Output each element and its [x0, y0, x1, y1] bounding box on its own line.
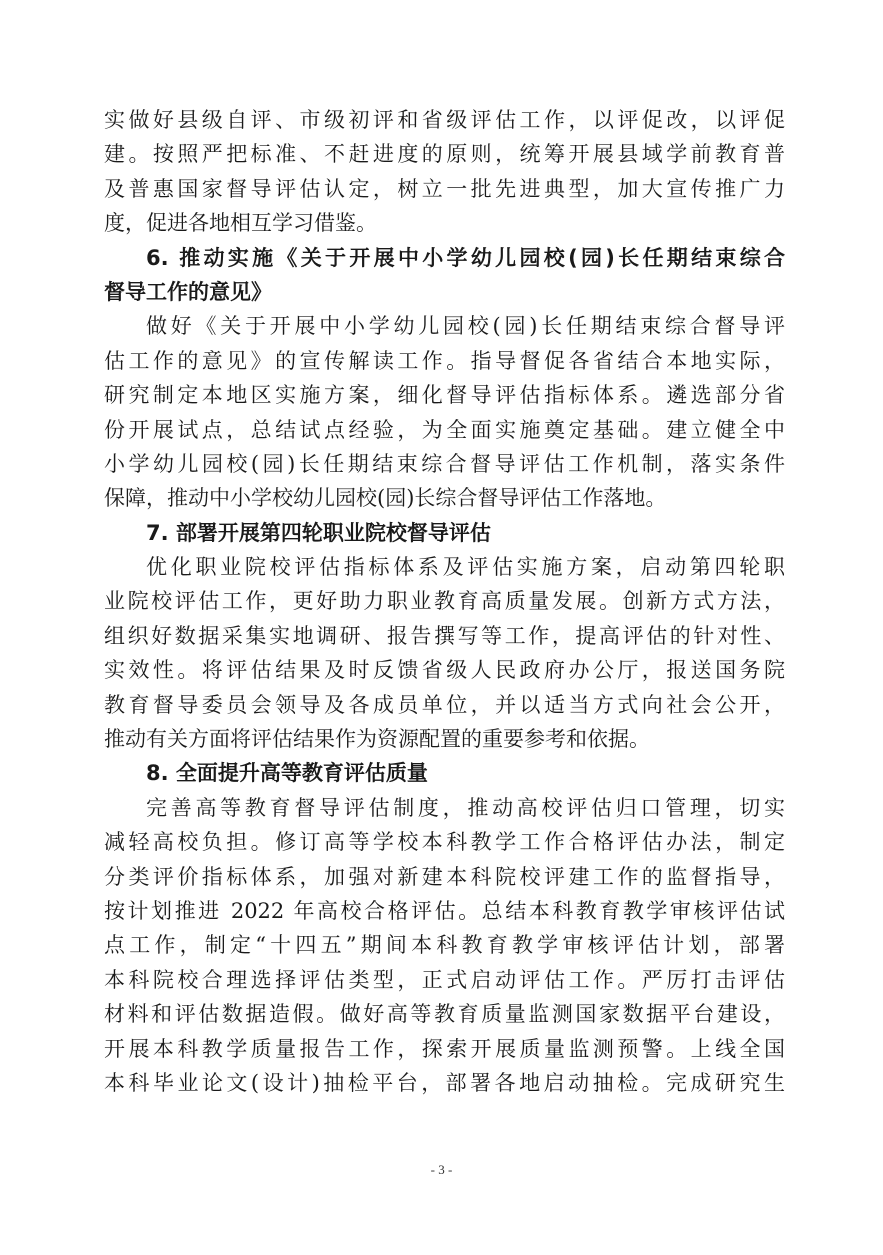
paragraph-line: 点工作，制定“十四五”期间本科教育教学审核评估计划，部署 — [104, 933, 785, 958]
section-heading: 8. 全面提升高等教育评估质量 — [146, 761, 428, 786]
paragraph-intro — [104, 103, 785, 241]
section-heading: 7. 部署开展第四轮职业院校督导评估 — [146, 520, 491, 545]
paragraph-line: 份开展试点，总结试点经验，为全面实施奠定基础。建立健全中 — [104, 417, 785, 442]
paragraph-line: 研究制定本地区实施方案，细化督导评估指标体系。遴选部分省 — [104, 383, 785, 408]
paragraph-line: 实做好县级自评、市级初评和省级评估工作，以评促改，以评促 — [104, 108, 785, 132]
section-7 — [104, 516, 785, 757]
section-heading: 6. 推动实施《关于开展中小学幼儿园校(园)长任期结束综合 — [146, 245, 785, 270]
paragraph-line: 推动有关方面将评估结果作为资源配置的重要参考和依据。 — [104, 727, 650, 752]
paragraph-line: 实效性。将评估结果及时反馈省级人民政府办公厅，报送国务院 — [104, 658, 785, 683]
document-page — [104, 103, 785, 1100]
section-heading: 督导工作的意见》 — [104, 279, 272, 304]
paragraph-line: 本科毕业论文(设计)抽检平台，部署各地启动抽检。完成研究生 — [104, 1070, 785, 1095]
paragraph-line: 优化职业院校评估指标体系及评估实施方案，启动第四轮职 — [146, 555, 785, 580]
paragraph-line: 估工作的意见》的宣传解读工作。指导督促各省结合本地实际， — [104, 348, 785, 373]
paragraph-line: 保障，推动中小学校幼儿园校(园)长综合督导评估工作落地。 — [104, 486, 667, 511]
paragraph-line: 组织好数据采集实地调研、报告撰写等工作，提高评估的针对性、 — [104, 623, 785, 648]
paragraph-line: 业院校评估工作，更好助力职业教育高质量发展。创新方式方法， — [104, 589, 785, 614]
paragraph-line: 度，促进各地相互学习借鉴。 — [104, 211, 377, 236]
paragraph-line: 开展本科教学质量报告工作，探索开展质量监测预警。上线全国 — [104, 1036, 785, 1061]
section-6 — [104, 241, 785, 516]
paragraph-line: 分类评价指标体系，加强对新建本科院校评建工作的监督指导， — [104, 864, 785, 889]
paragraph-line: 小学幼儿园校(园)长任期结束综合督导评估工作机制，落实条件 — [104, 451, 785, 476]
paragraph-line: 及普惠国家督导评估认定，树立一批先进典型，加大宣传推广力 — [104, 176, 785, 201]
paragraph-line: 按计划推进 2022 年高校合格评估。总结本科教育教学审核评估试 — [104, 898, 785, 923]
page-number: - 3 - — [430, 1162, 453, 1177]
paragraph-line: 教育督导委员会领导及各成员单位，并以适当方式向社会公开， — [104, 692, 785, 717]
paragraph-line: 减轻高校负担。修订高等学校本科教学工作合格评估办法，制定 — [104, 830, 785, 855]
paragraph-line: 完善高等教育督导评估制度，推动高校评估归口管理，切实 — [146, 795, 785, 820]
paragraph-line: 材料和评估数据造假。做好高等教育质量监测国家数据平台建设， — [104, 1002, 785, 1027]
section-8 — [104, 756, 785, 1100]
paragraph-line: 建。按照严把标准、不赶进度的原则，统筹开展县域学前教育普 — [104, 142, 785, 167]
paragraph-line: 做好《关于开展中小学幼儿园校(园)长任期结束综合督导评 — [146, 314, 785, 339]
paragraph-line: 本科院校合理选择评估类型，正式启动评估工作。严厉打击评估 — [104, 967, 785, 992]
